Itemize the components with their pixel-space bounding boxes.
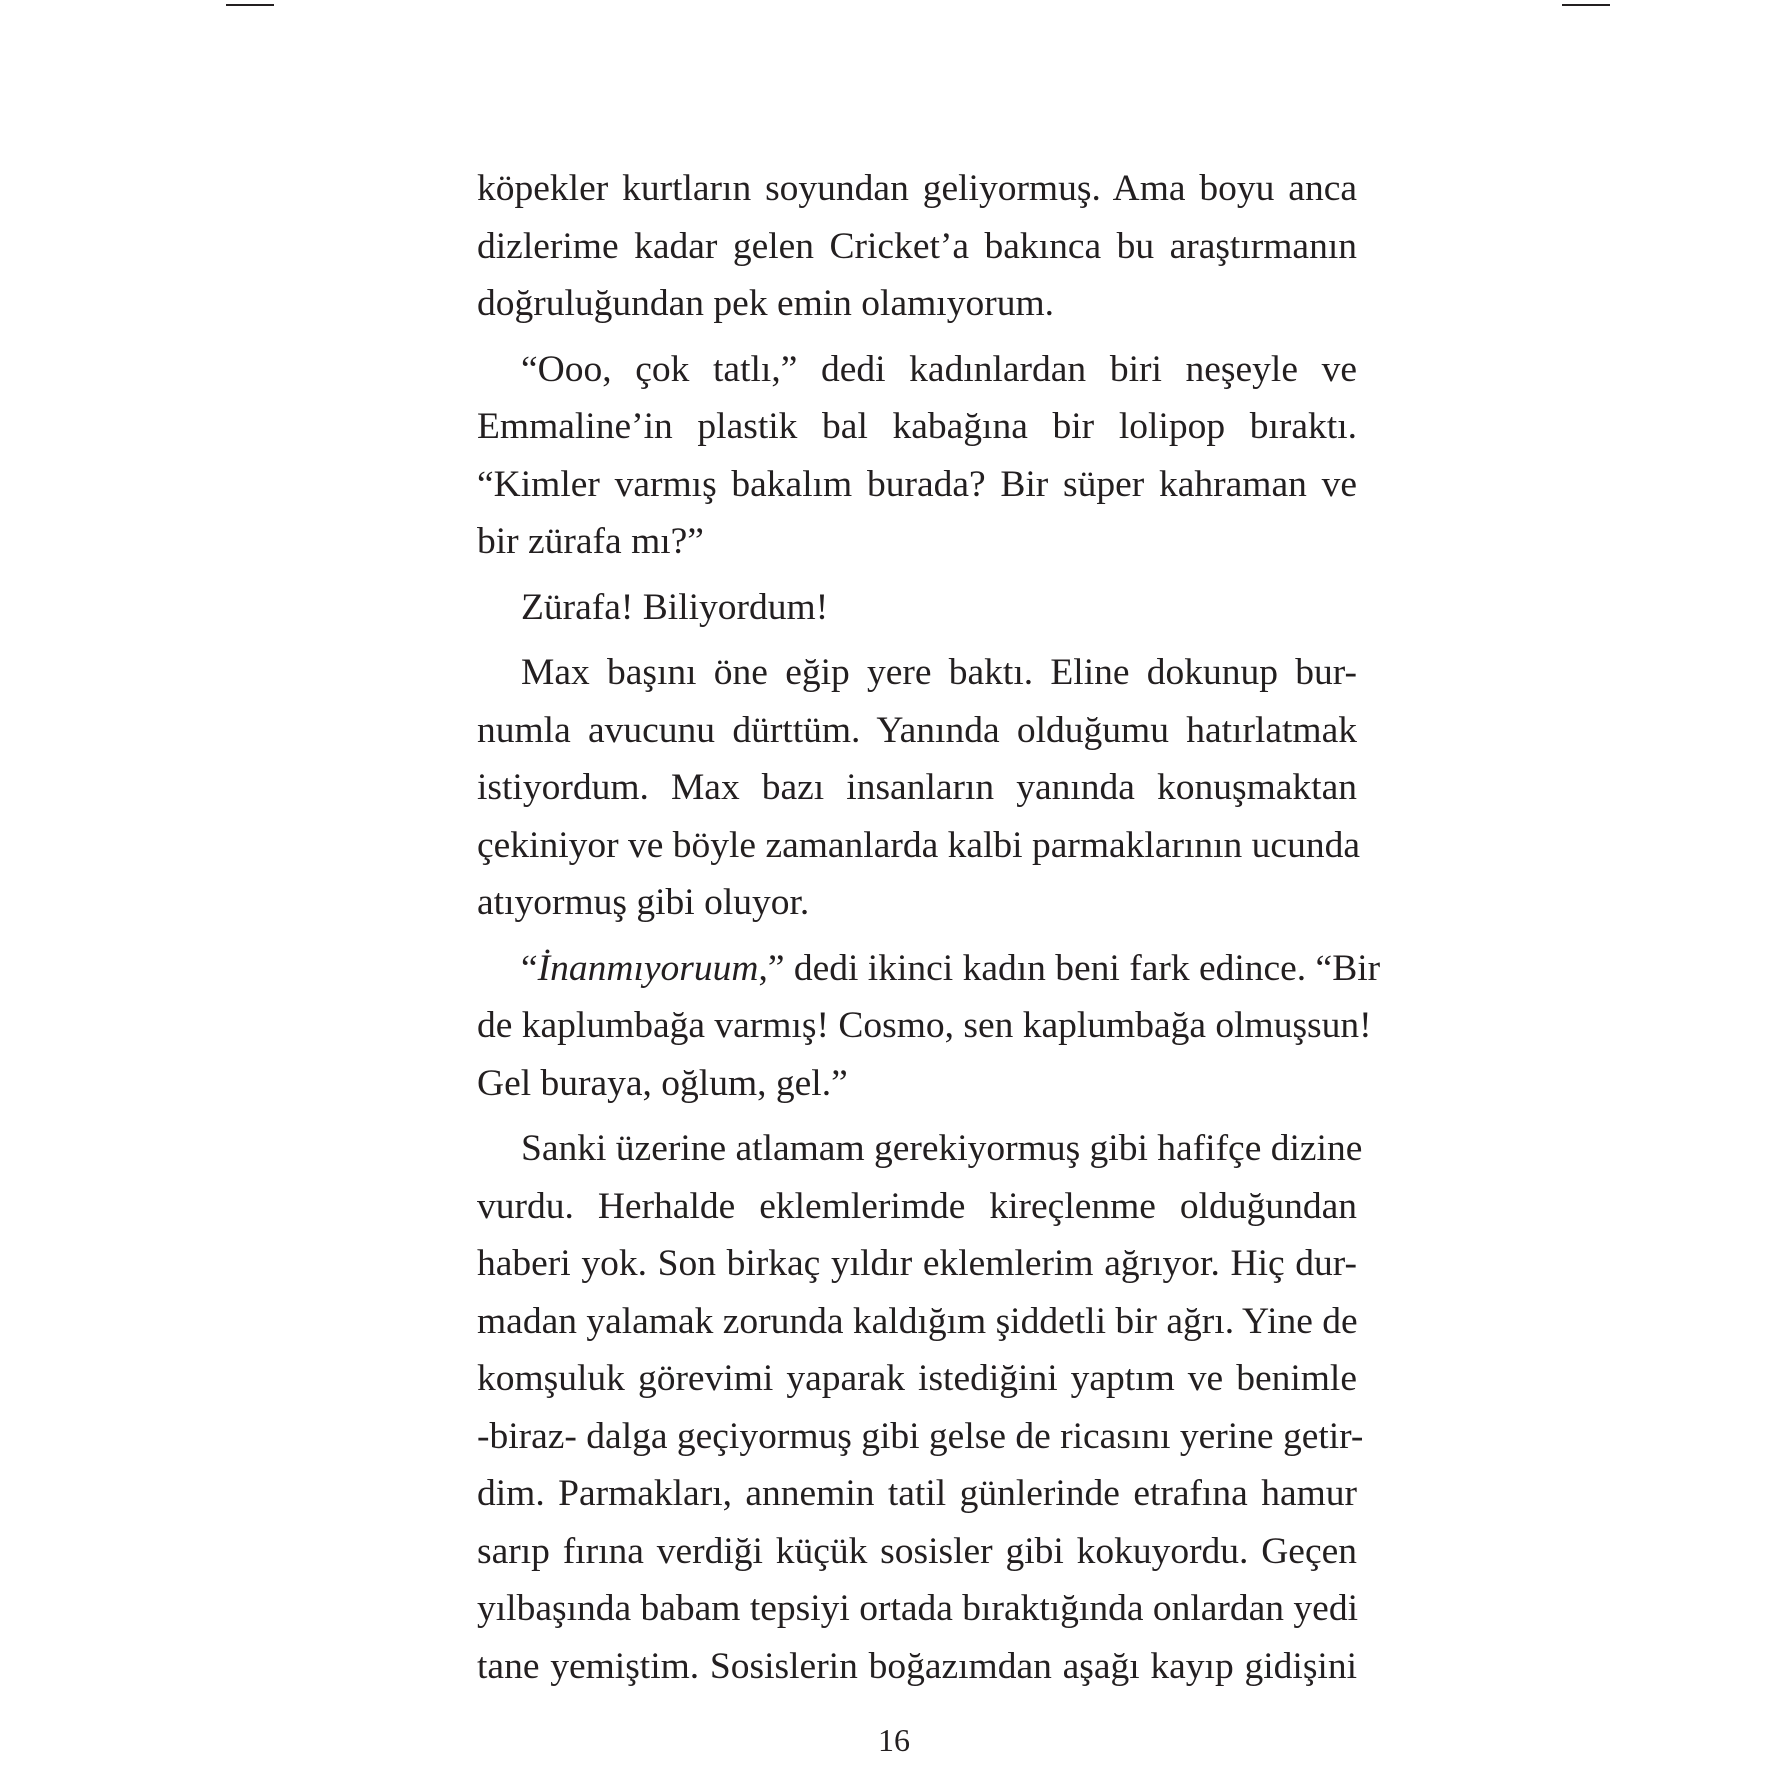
text-line: Max başını öne eğip yere baktı. Eline dokunup bur- xyxy=(521,652,1357,693)
paragraph xyxy=(477,341,1357,571)
text-line: köpekler kurtların soyundan geliyormuş. Ama boyu anca xyxy=(477,168,1357,209)
paragraph-gap xyxy=(477,571,1357,579)
text-line: dim. Parmakları, annemin tatil günlerinde etrafına hamur xyxy=(477,1473,1357,1514)
text-line: istiyordum. Max bazı insanların yanında konuşmaktan xyxy=(477,767,1357,808)
text-line: vurdu. Herhalde eklemlerimde kireçlenme olduğundan xyxy=(477,1185,1357,1227)
paragraph-gap xyxy=(477,932,1357,940)
paragraph xyxy=(477,940,1381,1113)
body-text xyxy=(477,160,1381,1695)
text-line: -biraz- dalga geçiyormuş gibi gelse de ricasını yerine getir- xyxy=(477,1415,1364,1457)
text-line: doğruluğundan pek emin olamıyorum. xyxy=(477,283,1054,324)
text-line: komşuluk görevimi yaparak istediğini yaptım ve benimle xyxy=(477,1358,1357,1399)
text-line: tane yemiştim. Sosislerin boğazımdan aşağı kayıp gidişini xyxy=(477,1645,1357,1687)
paragraph xyxy=(477,160,1357,333)
text-line: sarıp fırına verdiği küçük sosisler gibi kokuyordu. Geçen xyxy=(477,1530,1357,1572)
paragraph-gap xyxy=(477,636,1357,644)
text-line: bir zürafa mı?” xyxy=(477,521,704,562)
paragraph-gap xyxy=(477,333,1357,341)
paragraph xyxy=(477,1120,1364,1695)
text-line: “Ooo, çok tatlı,” dedi kadınlardan biri neşeyle ve xyxy=(521,348,1357,390)
paragraph xyxy=(477,644,1360,932)
text-line: “Kimler varmış bakalım burada? Bir süper kahraman ve xyxy=(477,463,1357,505)
text-line: atıyormuş gibi oluyor. xyxy=(477,882,810,923)
crop-mark-right xyxy=(1562,4,1610,6)
text-line: çekiniyor ve böyle zamanlarda kalbi parmaklarının ucunda xyxy=(477,824,1360,866)
text-line: haberi yok. Son birkaç yıldır eklemlerim ağrıyor. Hiç dur- xyxy=(477,1243,1357,1284)
text-line: Zürafa! Biliyordum! xyxy=(521,586,829,628)
page-number: 16 xyxy=(878,1722,910,1758)
paragraph-gap xyxy=(477,1112,1357,1120)
text-line: Emmaline’in plastik bal kabağına bir lolipop bıraktı. xyxy=(477,406,1357,447)
crop-mark-left xyxy=(226,4,274,6)
text-line: madan yalamak zorunda kaldığım şiddetli bir ağrı. Yine de xyxy=(477,1300,1358,1342)
italic-word: İnanmıyoruum xyxy=(537,947,759,989)
text-line: “İnanmıyoruum,” dedi ikinci kadın beni fark edince. “Bir xyxy=(521,947,1381,989)
text-line: yılbaşında babam tepsiyi ortada bıraktığında onlardan yedi xyxy=(477,1588,1358,1629)
text-line: dizlerime kadar gelen Cricket’a bakınca bu araştırmanın xyxy=(477,225,1357,267)
text-line: Sanki üzerine atlamam gerekiyormuş gibi hafifçe dizine xyxy=(521,1128,1363,1169)
paragraph xyxy=(477,579,1357,637)
text-line: Gel buraya, oğlum, gel.” xyxy=(477,1062,848,1104)
text-line: numla avucunu dürttüm. Yanında olduğumu hatırlatmak xyxy=(477,709,1357,751)
text-line: de kaplumbağa varmış! Cosmo, sen kaplumbağa olmuşsun! xyxy=(477,1005,1372,1046)
